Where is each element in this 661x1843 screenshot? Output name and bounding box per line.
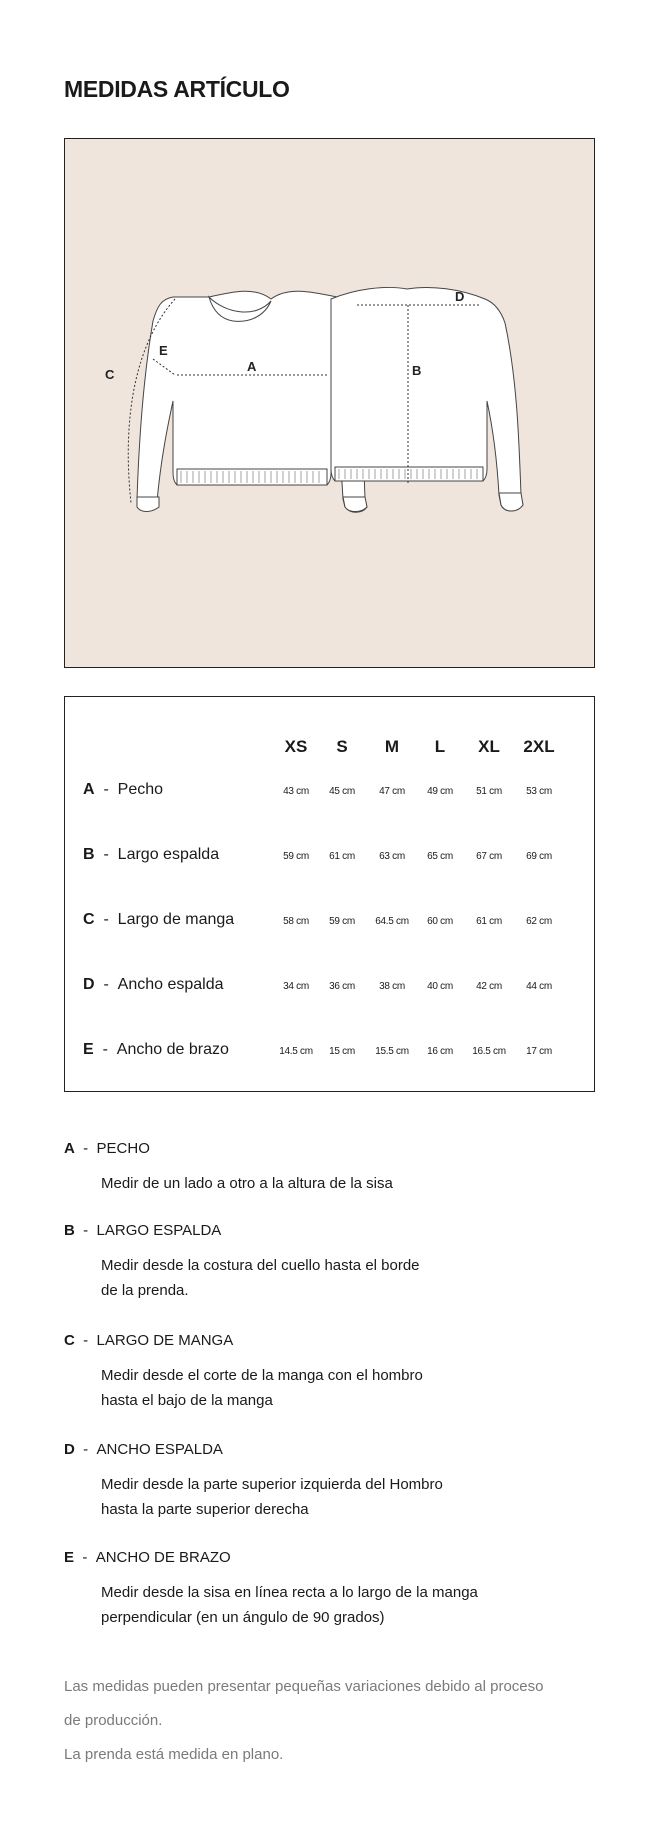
table-row-label: D - Ancho espalda [83,976,224,993]
garment-illustration [64,138,595,668]
table-row-label: A - Pecho [83,781,164,798]
label-b: B [412,363,422,378]
table-cell: 60 cm [427,916,453,927]
label-a: A [247,359,257,374]
back-right-cuff [499,493,523,511]
table-cell: 67 cm [476,851,502,862]
front-right-cuff [343,497,367,512]
table-cell: 59 cm [329,916,355,927]
description-c: C - LARGO DE MANGA Medir desde el corte de la manga con el hombro hasta el bajo de la manga [64,1332,624,1413]
description-text: Medir desde la sisa en línea recta a lo largo de la manga perpendicular (en un ángulo de 90 grados) [101,1584,478,1626]
footnote-line: Las medidas pueden presentar pequeñas variaciones debido al proceso [64,1678,544,1695]
table-cell: 45 cm [329,786,355,797]
table-cell: 43 cm [283,786,309,797]
table-row-label: E - Ancho de brazo [83,1041,229,1058]
sweatshirt-diagram [65,139,596,669]
footnotes [64,1670,544,1772]
table-cell: 63 cm [379,851,405,862]
description-text: Medir desde el corte de la manga con el hombro hasta el bajo de la manga [101,1367,423,1409]
size-table [64,696,595,1092]
table-cell: 65 cm [427,851,453,862]
description-b: B - LARGO ESPALDA Medir desde la costura del cuello hasta el borde de la prenda. [64,1222,624,1303]
table-cell: 17 cm [526,1046,552,1057]
front-left-cuff [137,497,159,512]
table-cell: 16.5 cm [472,1046,506,1057]
label-e: E [159,343,168,358]
table-cell: 47 cm [379,786,405,797]
table-cell: 49 cm [427,786,453,797]
table-cell: 62 cm [526,916,552,927]
description-text: Medir desde la costura del cuello hasta el borde de la prenda. [101,1257,420,1299]
table-cell: 61 cm [329,851,355,862]
table-cell: 38 cm [379,981,405,992]
description-d: D - ANCHO ESPALDA Medir desde la parte superior izquierda del Hombro hasta la parte superior derecha [64,1441,624,1522]
footnote-line: de producción. [64,1712,163,1729]
table-cell: 40 cm [427,981,453,992]
size-header-xl: XL [478,737,500,756]
table-cell: 16 cm [427,1046,453,1057]
table-cell: 42 cm [476,981,502,992]
footnote-line: La prenda está medida en plano. [64,1746,284,1763]
table-cell: 59 cm [283,851,309,862]
table-row-label: B - Largo espalda [83,846,220,863]
label-c: C [105,367,115,382]
table-cell: 51 cm [476,786,502,797]
table-cell: 15 cm [329,1046,355,1057]
description-a: A - PECHO Medir de un lado a otro a la altura de la sisa [64,1140,624,1196]
table-row-label: C - Largo de manga [83,911,235,928]
table-cell: 36 cm [329,981,355,992]
table-cell: 69 cm [526,851,552,862]
size-header-xs: XS [284,737,308,756]
table-cell: 64.5 cm [375,916,409,927]
size-header-m: M [384,737,400,756]
description-e: E - ANCHO DE BRAZO Medir desde la sisa en línea recta a lo largo de la manga perpendicular (en un ángulo de 90 grados) [64,1549,624,1630]
front-hem-band [177,469,327,485]
page-title: MEDIDAS ARTÍCULO [64,76,290,102]
table-cell: 58 cm [283,916,309,927]
table-cell: 15.5 cm [375,1046,409,1057]
table-cell: 14.5 cm [279,1046,313,1057]
size-header-l: L [434,737,446,756]
label-d: D [455,289,465,304]
table-cell: 34 cm [283,981,309,992]
size-header-s: S [336,737,348,756]
size-header-2xl: 2XL [523,737,555,756]
description-text: Medir desde la parte superior izquierda del Hombro hasta la parte superior derecha [101,1476,443,1518]
table-cell: 44 cm [526,981,552,992]
description-text: Medir de un lado a otro a la altura de la sisa [101,1175,393,1192]
table-cell: 61 cm [476,916,502,927]
table-cell: 53 cm [526,786,552,797]
